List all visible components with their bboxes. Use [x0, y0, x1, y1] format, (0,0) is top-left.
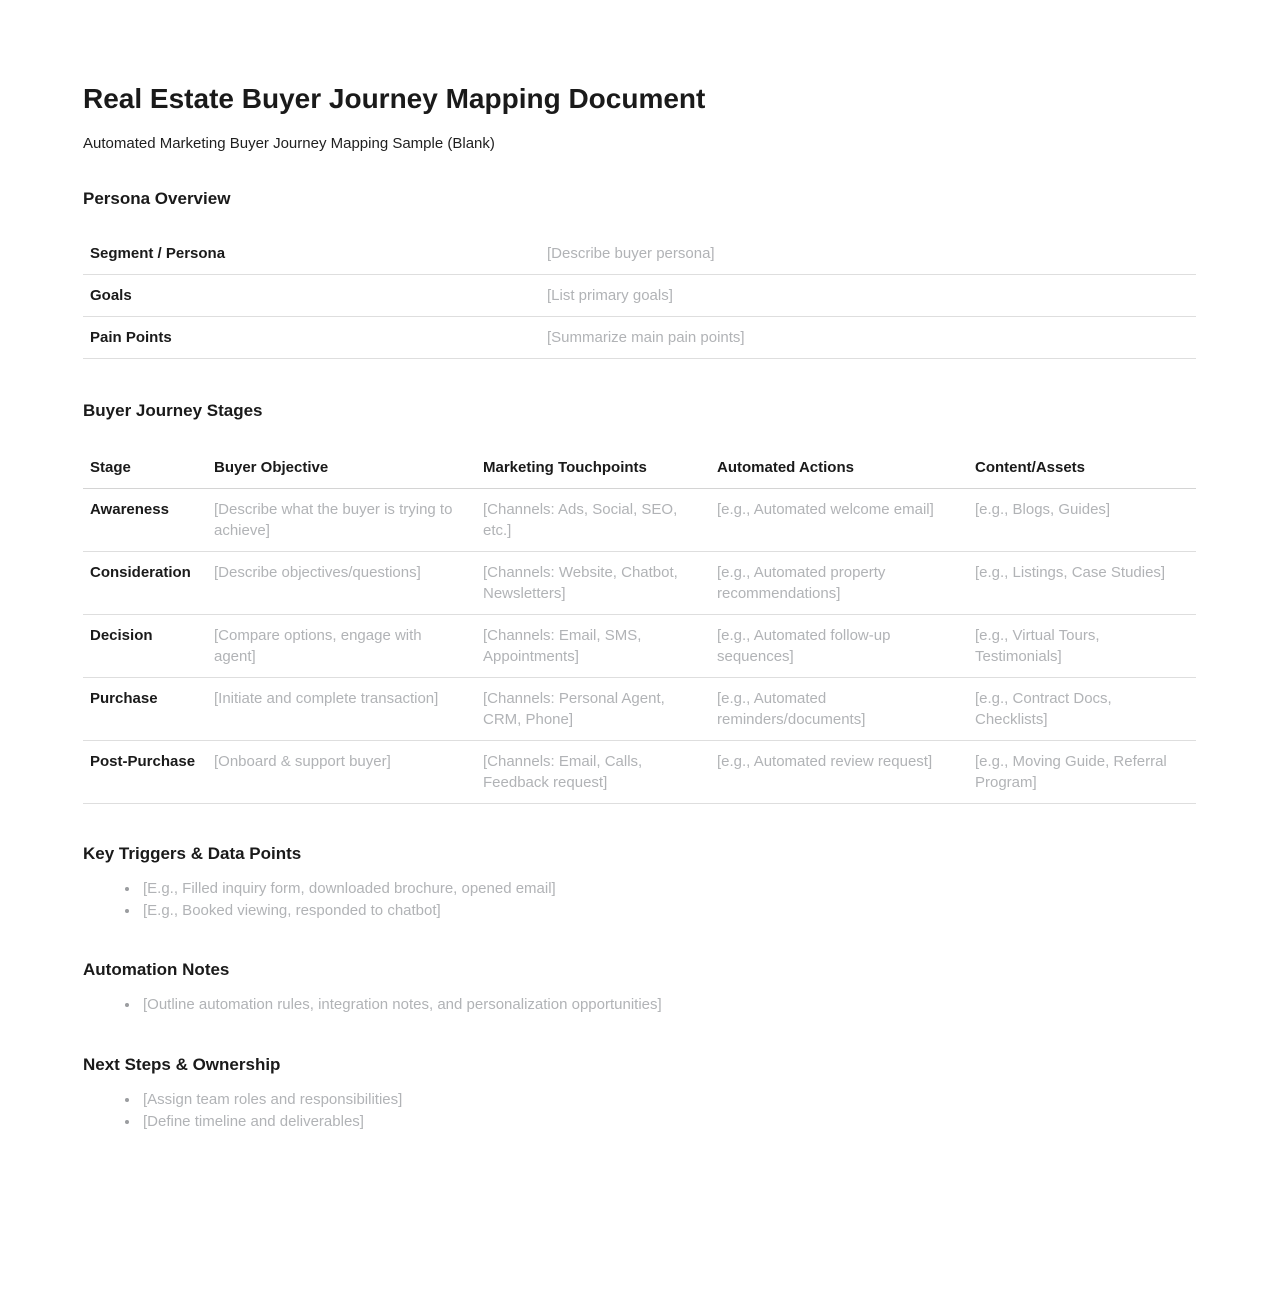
key-triggers-heading: Key Triggers & Data Points: [83, 844, 302, 863]
column-header-buyer-objective: Buyer Objective: [207, 447, 476, 489]
column-header-stage: Stage: [83, 447, 207, 489]
table-row: [83, 489, 1196, 552]
stage-cell: Post-Purchase: [83, 741, 207, 804]
touchpoints-cell: [Channels: Ads, Social, SEO, etc.]: [476, 489, 710, 552]
stage-cell: Consideration: [83, 552, 207, 615]
assets-cell: [e.g., Listings, Case Studies]: [968, 552, 1196, 615]
next-steps-heading: Next Steps & Ownership: [83, 1055, 281, 1074]
automation-notes-list: [83, 994, 1196, 1016]
objective-cell: [Describe what the buyer is trying to achieve]: [207, 489, 476, 552]
objective-cell: [Describe objectives/questions]: [207, 552, 476, 615]
key-triggers-list: [83, 878, 1196, 922]
list-item: • [Outline automation rules, integration notes, and personalization opportunities]: [140, 994, 1196, 1016]
journey-stages-heading: Buyer Journey Stages: [83, 401, 263, 420]
persona-row-value: [Summarize main pain points]: [540, 317, 1196, 359]
stage-cell: Purchase: [83, 678, 207, 741]
persona-row-label: Goals: [83, 275, 540, 317]
table-row: [83, 741, 1196, 804]
journey-stages-table: [83, 447, 1196, 804]
table-row: [83, 233, 1196, 275]
page-subtitle: Automated Marketing Buyer Journey Mapping Sample (Blank): [83, 135, 495, 152]
touchpoints-cell: [Channels: Email, Calls, Feedback request]: [476, 741, 710, 804]
touchpoints-cell: [Channels: Website, Chatbot, Newsletters]: [476, 552, 710, 615]
table-row: [83, 552, 1196, 615]
table-row: [83, 275, 1196, 317]
table-row: [83, 615, 1196, 678]
objective-cell: [Initiate and complete transaction]: [207, 678, 476, 741]
objective-cell: [Compare options, engage with agent]: [207, 615, 476, 678]
persona-overview-table: [83, 233, 1196, 359]
actions-cell: [e.g., Automated follow-up sequences]: [710, 615, 968, 678]
actions-cell: [e.g., Automated reminders/documents]: [710, 678, 968, 741]
automation-notes-heading: Automation Notes: [83, 960, 230, 979]
persona-overview-heading: Persona Overview: [83, 189, 231, 208]
table-row: [83, 678, 1196, 741]
touchpoints-cell: [Channels: Email, SMS, Appointments]: [476, 615, 710, 678]
assets-cell: [e.g., Contract Docs, Checklists]: [968, 678, 1196, 741]
actions-cell: [e.g., Automated review request]: [710, 741, 968, 804]
actions-cell: [e.g., Automated welcome email]: [710, 489, 968, 552]
assets-cell: [e.g., Blogs, Guides]: [968, 489, 1196, 552]
touchpoints-cell: [Channels: Personal Agent, CRM, Phone]: [476, 678, 710, 741]
table-row: [83, 317, 1196, 359]
stage-cell: Decision: [83, 615, 207, 678]
column-header-marketing-touchpoints: Marketing Touchpoints: [476, 447, 710, 489]
list-item: • [E.g., Filled inquiry form, downloaded brochure, opened email]: [140, 878, 1196, 900]
page-title: Real Estate Buyer Journey Mapping Document: [83, 83, 706, 114]
actions-cell: [e.g., Automated property recommendations]: [710, 552, 968, 615]
assets-cell: [e.g., Moving Guide, Referral Program]: [968, 741, 1196, 804]
list-item: • [Assign team roles and responsibilities]: [140, 1089, 1196, 1111]
table-header-row: [83, 447, 1196, 489]
assets-cell: [e.g., Virtual Tours, Testimonials]: [968, 615, 1196, 678]
persona-row-label: Segment / Persona: [83, 233, 540, 275]
column-header-content-assets: Content/Assets: [968, 447, 1196, 489]
column-header-automated-actions: Automated Actions: [710, 447, 968, 489]
stage-cell: Awareness: [83, 489, 207, 552]
persona-row-value: [Describe buyer persona]: [540, 233, 1196, 275]
list-item: • [Define timeline and deliverables]: [140, 1111, 1196, 1133]
persona-row-label: Pain Points: [83, 317, 540, 359]
list-item: • [E.g., Booked viewing, responded to chatbot]: [140, 900, 1196, 922]
persona-row-value: [List primary goals]: [540, 275, 1196, 317]
next-steps-list: [83, 1089, 1196, 1133]
objective-cell: [Onboard & support buyer]: [207, 741, 476, 804]
